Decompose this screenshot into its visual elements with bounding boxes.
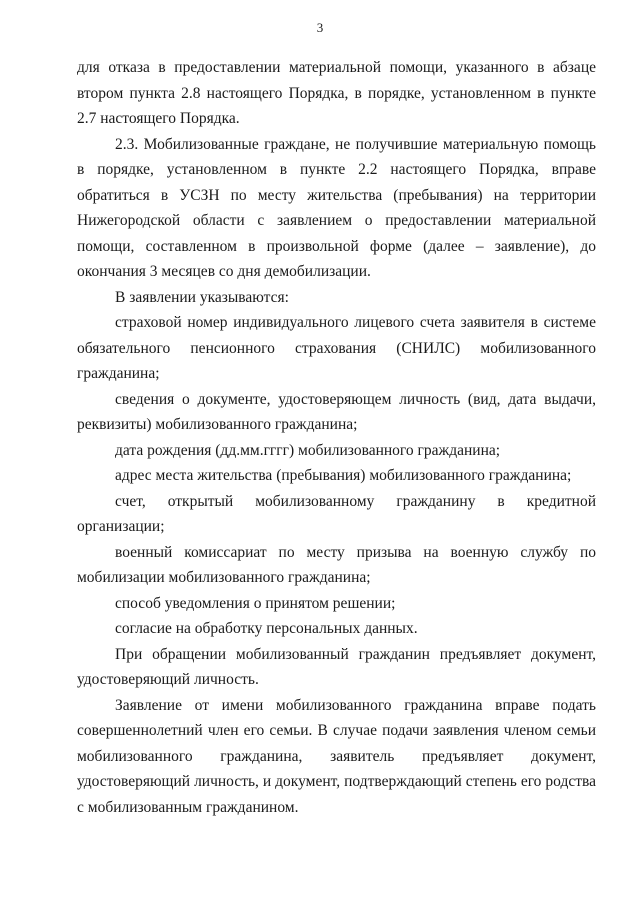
paragraph-list-intro: В заявлении указываются: xyxy=(115,288,289,306)
page-number: 3 xyxy=(316,20,324,35)
list-item-military-commissariat: военный комиссариат по месту призыва на военную службу по мобилизации мобилизованного гражданина; xyxy=(77,543,596,586)
list-item-identity-document: сведения о документе, удостоверяющем личность (вид, дата выдачи, реквизиты) мобилизованного гражданина; xyxy=(77,390,596,433)
paragraph-identity-presentation: При обращении мобилизованный гражданин предъявляет документ, удостоверяющий личность. xyxy=(77,645,596,688)
list-item-address: адрес места жительства (пребывания) мобилизованного гражданина; xyxy=(115,467,572,484)
list-item-snils: страховой номер индивидуального лицевого счета заявителя в системе обязательного пенсионного страхования (СНИЛС) мобилизованного гражданина; xyxy=(77,314,596,382)
document-body xyxy=(77,55,596,820)
paragraph-family-member-application: Заявление от имени мобилизованного гражданина вправе подать совершеннолетний член его семьи. В случае подачи заявления членом семьи мобилизованного гражданина, заявитель предъявляет документ, удостоверяющий личность, и документ, подтверждающий степень его родства с мобилизованным гражданином. xyxy=(77,696,596,816)
list-item-notification-method: способ уведомления о принятом решении; xyxy=(115,594,396,612)
list-item-bank-account: счет, открытый мобилизованному гражданину в кредитной организации; xyxy=(77,492,596,535)
list-item-data-consent: согласие на обработку персональных данных. xyxy=(115,620,418,637)
paragraph-continuation: для отказа в предоставлении материальной помощи, указанного в абзаце втором пункта 2.8 настоящего Порядка, в порядке, установленном в пункте 2.7 настоящего Порядка. xyxy=(77,59,596,127)
paragraph-clause-2-3: 2.3. Мобилизованные граждане, не получившие материальную помощь в порядке, установленном в пункте 2.2 настоящего Порядка, вправе обратиться в УСЗН по месту жительства (пребывания) на территории Нижегородской области с заявлением о предоставлении материальной помощи, составленном в произвольной форме (далее – заявление), до окончания 3 месяцев со дня демобилизации. xyxy=(77,135,596,280)
list-item-birth-date: дата рождения (дд.мм.гггг) мобилизованного гражданина; xyxy=(115,441,501,459)
